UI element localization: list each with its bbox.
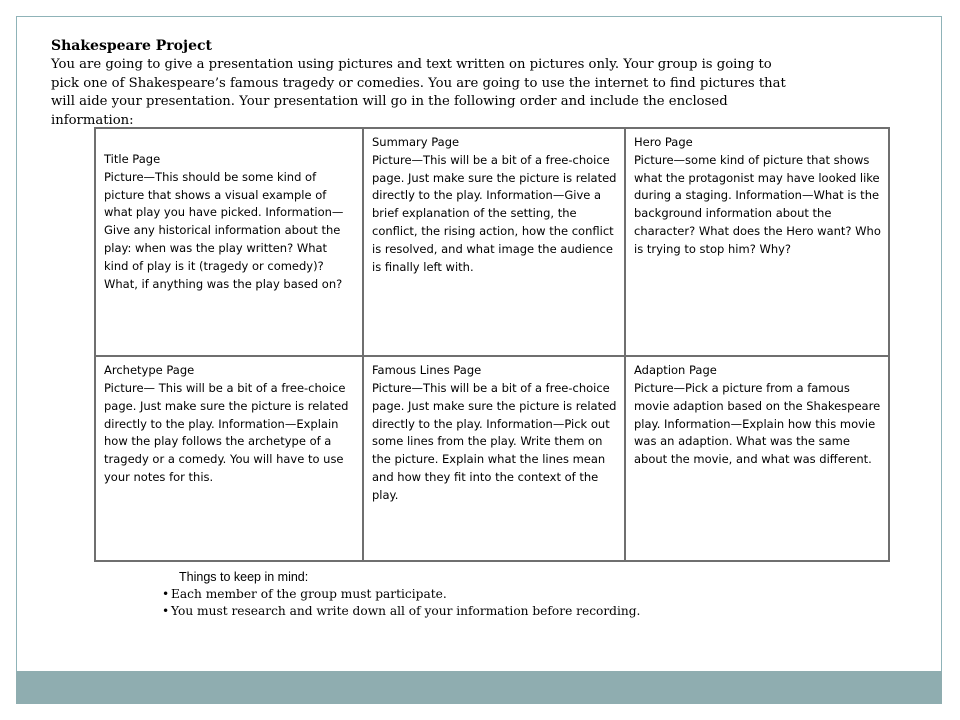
project-heading [51, 37, 801, 130]
notes-section [162, 569, 762, 620]
cell-title: Title Page [104, 152, 161, 166]
project-intro: You are going to give a presentation using pictures and text written on pictures only. Your group is going to pick one of Shakespeare’s famous tragedy or comedies. You are going to use the internet to find pictures that will aide your presentation. Your presentation will go in the following order and include the enclosed information: [51, 57, 786, 128]
cell-body: Picture—Pick a picture from a famous movie adaption based on the Shakespeare play. Information—Explain how this movie was an adaption. What was the same about the movie, and what was different. [634, 380, 881, 467]
list-item [162, 603, 762, 620]
cell-title: Hero Page [634, 135, 693, 149]
bullet-icon: • [162, 587, 170, 601]
famous-lines-page-cell [363, 356, 625, 561]
bottom-bar [16, 671, 942, 704]
hero-page-cell [625, 128, 889, 356]
cell-title: Archetype Page [104, 363, 195, 378]
cell-body: Picture—This will be a bit of a free-choice page. Just make sure the picture is related directly to the play. Information—Pick out some lines from the play. Write them on the picture. Explain what the lines mean and how they fit into the context of the play. [372, 380, 617, 502]
project-title: Shakespeare Project [51, 38, 212, 54]
cell-title: Summary Page [372, 135, 460, 149]
note-text: Each member of the group must participate. [171, 587, 447, 601]
bullet-icon: • [162, 604, 170, 618]
pages-table [94, 127, 890, 562]
cell-body: Picture— This will be a bit of a free-choice page. Just make sure the picture is related directly to the play. Information—Explain how the play follows the archetype of a tragedy or a comedy. You will have to use your notes for this. [104, 380, 349, 484]
notes-heading: Things to keep in mind: [179, 570, 309, 584]
adaption-page-cell [625, 356, 889, 561]
cell-body: Picture—This will be a bit of a free-choice page. Just make sure the picture is related directly to the play. Information—Give a brief explanation of the setting, the conflict, the rising action, how the conflict is resolved, and what image the audience is finally left with. [372, 152, 617, 274]
table-row [95, 128, 889, 356]
cell-title: Adaption Page [634, 363, 717, 378]
note-text: You must research and write down all of your information before recording. [171, 604, 641, 618]
cell-body: Picture—This should be some kind of picture that shows a visual example of what play you have picked. Information—Give any historical information about the play: when was the play written? What kind of play is it (tragedy or comedy)? What, if anything was the play based on? [104, 169, 344, 291]
summary-page-cell [363, 128, 625, 356]
table-row [95, 356, 889, 561]
title-page-cell [95, 128, 363, 356]
archetype-page-cell [95, 356, 363, 561]
cell-title: Famous Lines Page [372, 363, 482, 378]
list-item [162, 586, 762, 603]
cell-body: Picture—some kind of picture that shows what the protagonist may have looked like during a staging. Information—What is the background information about the character? What does the Hero want? Who is trying to stop him? Why? [634, 152, 881, 256]
